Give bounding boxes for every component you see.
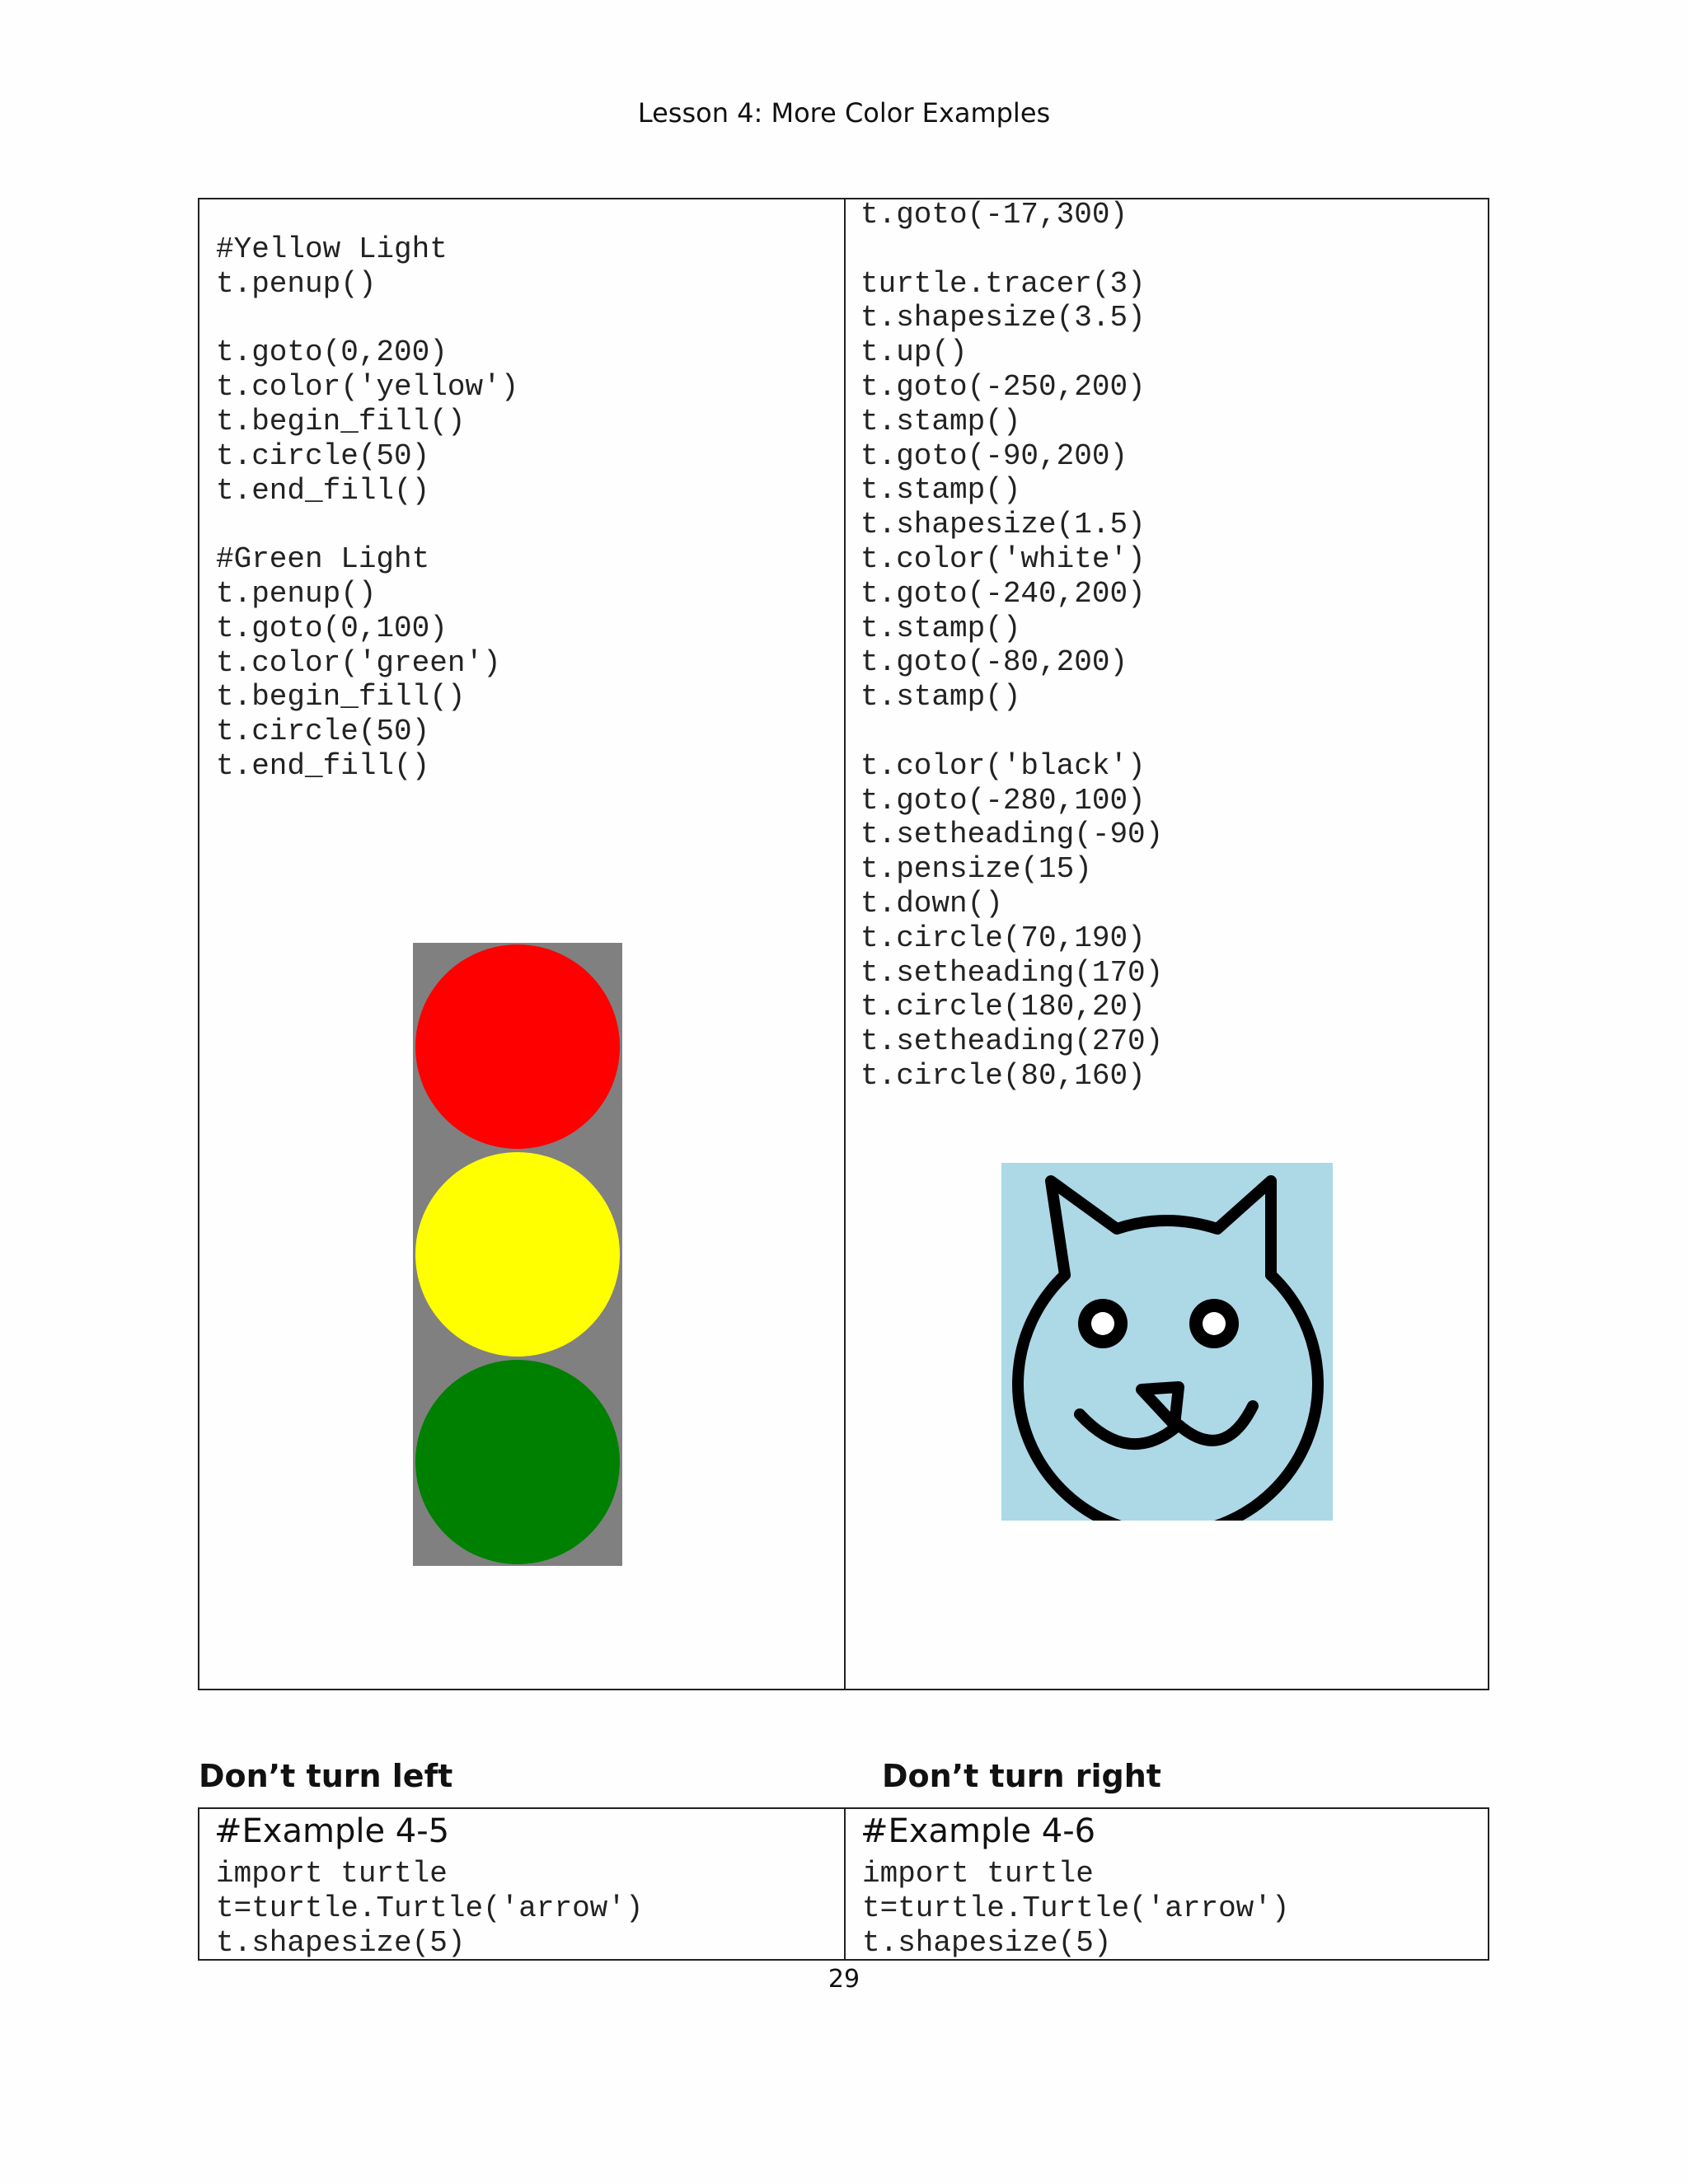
cat-face-code: t.goto(-17,300) turtle.tracer(3) t.shapesize(3.5) t.up() t.goto(-250,200) t.stamp() t.goto(-90,200) t.stamp() t.shapesize(1.5) t.color('white') t.goto(-240,200) t.stamp() t.goto(-80,200) t.stamp() t.color('black') t.goto(-280,100) t.setheading(-90) t.pensize(15) t.down() t.circle(70,190) t.setheading(170) t.circle(180,20) t.setheading(270) t.circle(80,160): [860, 198, 1164, 1093]
green-light: [415, 1360, 620, 1564]
traffic-light-image: [413, 943, 622, 1566]
example-title: #Example 4-6: [860, 1812, 1096, 1850]
page-title: Lesson 4: More Color Examples: [637, 97, 1051, 129]
examples-table: [198, 1807, 1489, 1961]
yellow-light: [415, 1152, 620, 1357]
example-code: import turtle t=turtle.Turtle('arrow') t.shapesize(5): [216, 1857, 644, 1960]
example-code: import turtle t=turtle.Turtle('arrow') t.shapesize(5): [862, 1857, 1290, 1960]
page-number: 29: [828, 1965, 860, 1994]
example-cell-4-5: [199, 1809, 844, 1959]
heading-dont-turn-left: Don’t turn left: [199, 1758, 453, 1794]
example-title: #Example 4-5: [214, 1812, 450, 1850]
heading-dont-turn-right: Don’t turn right: [882, 1758, 1161, 1794]
traffic-light-code: #Yellow Light t.penup() t.goto(0,200) t.color('yellow') t.begin_fill() t.circle(50) t.end_fill() #Green Light t.penup() t.goto(0,100) t.color('green') t.begin_fill() t.circle(50) t.end_fill(): [216, 232, 519, 783]
cat-face-image: [1001, 1163, 1333, 1521]
column-divider: [844, 199, 846, 1689]
cat-left-eye-pupil: [1091, 1312, 1114, 1335]
code-table: [198, 198, 1489, 1690]
red-light: [415, 944, 620, 1149]
cat-right-eye-pupil: [1203, 1312, 1226, 1335]
example-cell-4-6: [846, 1809, 1490, 1959]
